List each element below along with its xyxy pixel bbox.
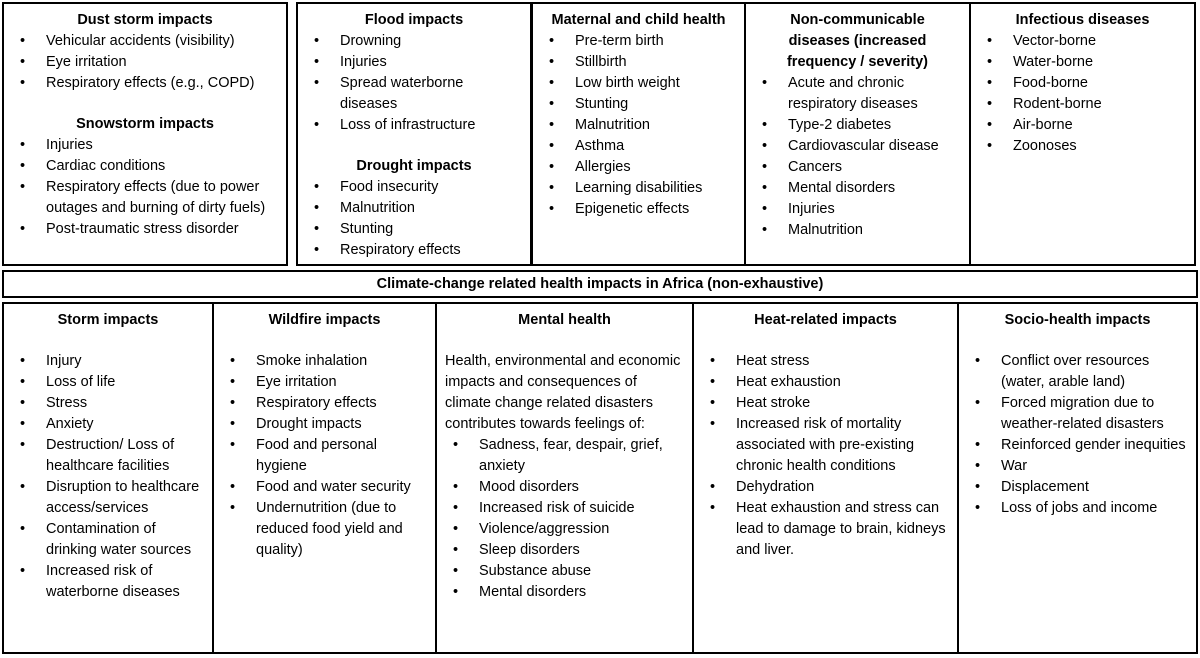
box-header: Storm impacts — [57, 312, 159, 328]
impact-item: • Stunting — [541, 94, 736, 115]
box-section-non-communicable-diseases-increased-freq — [754, 10, 961, 241]
box-header: Flood impacts — [364, 12, 464, 28]
impact-item: • Water-borne — [979, 52, 1186, 73]
impact-item: • Anxiety — [12, 414, 204, 435]
impact-item: • Increased risk of mortality associated with pre-existing chronic health conditions — [702, 414, 949, 477]
impact-item: • Stillbirth — [541, 52, 736, 73]
impact-item: • Sadness, fear, despair, grief, anxiety — [445, 435, 684, 477]
impact-item: • Injuries — [754, 199, 961, 220]
box-header: Heat-related impacts — [754, 312, 897, 328]
impact-item: • Mental disorders — [754, 178, 961, 199]
impact-box-heat-related-impacts — [692, 302, 959, 654]
impact-item: • Respiratory effects — [306, 240, 522, 261]
impact-item: • Dehydration — [702, 477, 949, 498]
impact-item: • Heat stress — [702, 351, 949, 372]
impact-item: • Rodent-borne — [979, 94, 1186, 115]
impact-item: • Cardiac conditions — [12, 156, 278, 177]
impact-item: • Drowning — [306, 31, 522, 52]
box-section-maternal-and-child-health — [541, 10, 736, 220]
impact-item: • Cardiovascular disease — [754, 136, 961, 157]
box-section-drought-impacts — [306, 156, 522, 261]
impact-box-dust-storm-impacts — [2, 2, 288, 266]
box-section-flood-impacts — [306, 10, 522, 136]
impact-item: • Destruction/ Loss of healthcare facilities — [12, 435, 204, 477]
impact-item: • Heat exhaustion and stress can lead to damage to brain, kidneys and liver. — [702, 498, 949, 561]
diagram-title: Climate-change related health impacts in Africa (non-exhaustive) — [376, 276, 824, 292]
impact-item: • Respiratory effects (e.g., COPD) — [12, 73, 278, 94]
impact-item: • Food and water security — [222, 477, 427, 498]
impact-box-mental-health — [435, 302, 694, 654]
impact-item: • Stress — [12, 393, 204, 414]
box-header: Dust storm impacts — [77, 12, 213, 28]
impact-item: • Vector-borne — [979, 31, 1186, 52]
box-section-snowstorm-impacts — [12, 114, 278, 240]
impact-box-non-communicable-diseases-increased-freq — [744, 2, 971, 266]
box-header: Wildfire impacts — [268, 312, 381, 328]
impact-list — [979, 31, 1186, 157]
impact-item: • Heat exhaustion — [702, 372, 949, 393]
impact-list — [445, 435, 684, 603]
impact-item: • Epigenetic effects — [541, 199, 736, 220]
impact-item: • Spread waterborne diseases — [306, 73, 522, 115]
impact-item: • Vehicular accidents (visibility) — [12, 31, 278, 52]
impact-box-storm-impacts — [2, 302, 214, 654]
impact-item: • Injuries — [306, 52, 522, 73]
box-section-infectious-diseases — [979, 10, 1186, 157]
impact-item: • Displacement — [967, 477, 1188, 498]
impact-item: • Type-2 diabetes — [754, 115, 961, 136]
impact-item: • Air-borne — [979, 115, 1186, 136]
impact-item: • War — [967, 456, 1188, 477]
impact-item: • Allergies — [541, 157, 736, 178]
impact-item: • Eye irritation — [222, 372, 427, 393]
impact-box-maternal-and-child-health — [531, 2, 746, 266]
impact-list — [222, 351, 427, 561]
impact-list — [702, 351, 949, 561]
impact-item: • Increased risk of waterborne diseases — [12, 561, 204, 603]
impact-item: • Cancers — [754, 157, 961, 178]
impact-item: • Respiratory effects (due to power outages and burning of dirty fuels) — [12, 177, 278, 219]
impact-item: • Drought impacts — [222, 414, 427, 435]
impact-item: • Post-traumatic stress disorder — [12, 219, 278, 240]
impact-item: • Zoonoses — [979, 136, 1186, 157]
impact-item: • Undernutrition (due to reduced food yield and quality) — [222, 498, 427, 561]
impact-item: • Heat stroke — [702, 393, 949, 414]
bottom-impact-row — [2, 302, 1198, 654]
box-header: Socio-health impacts — [1004, 312, 1151, 328]
impact-item: • Mood disorders — [445, 477, 684, 498]
impact-item: • Loss of jobs and income — [967, 498, 1188, 519]
impact-item: • Mental disorders — [445, 582, 684, 603]
impact-list — [12, 351, 204, 603]
box-header: Snowstorm impacts — [76, 116, 214, 132]
impact-item: • Reinforced gender inequities — [967, 435, 1188, 456]
mental-health-intro: Health, environmental and economic impacts and consequences of climate change related disasters contributes towards feelings of: — [445, 353, 681, 432]
impact-item: • Loss of life — [12, 372, 204, 393]
impact-box-infectious-diseases — [969, 2, 1196, 266]
impact-item: • Stunting — [306, 219, 522, 240]
impact-item: • Forced migration due to weather-related disasters — [967, 393, 1188, 435]
impact-item: • Contamination of drinking water sources — [12, 519, 204, 561]
impact-list — [967, 351, 1188, 519]
impact-list — [541, 31, 736, 220]
impact-item: • Malnutrition — [754, 220, 961, 241]
impact-item: • Respiratory effects — [222, 393, 427, 414]
impact-list — [754, 73, 961, 241]
impact-item: • Smoke inhalation — [222, 351, 427, 372]
impact-item: • Food and personal hygiene — [222, 435, 427, 477]
box-section-dust-storm-impacts — [12, 10, 278, 94]
impact-item: • Violence/aggression — [445, 519, 684, 540]
box-header: Maternal and child health — [551, 12, 726, 28]
impact-item: • Pre-term birth — [541, 31, 736, 52]
box-header: Infectious diseases — [1015, 12, 1150, 28]
impact-list — [306, 31, 522, 136]
impact-list — [12, 135, 278, 240]
box-header: Drought impacts — [356, 158, 472, 174]
impact-list — [306, 177, 522, 261]
impact-item: • Asthma — [541, 136, 736, 157]
impact-item: • Acute and chronic respiratory diseases — [754, 73, 961, 115]
impact-item: • Loss of infrastructure — [306, 115, 522, 136]
impact-item: • Injuries — [12, 135, 278, 156]
impact-item: • Eye irritation — [12, 52, 278, 73]
impact-box-wildfire-impacts — [212, 302, 437, 654]
top-impact-row — [2, 2, 1196, 266]
impact-item: • Learning disabilities — [541, 178, 736, 199]
box-header: Mental health — [518, 312, 611, 328]
impact-item: • Food-borne — [979, 73, 1186, 94]
impact-item: • Conflict over resources (water, arable land) — [967, 351, 1188, 393]
impact-box-socio-health-impacts — [957, 302, 1198, 654]
impact-item: • Malnutrition — [541, 115, 736, 136]
impact-item: • Increased risk of suicide — [445, 498, 684, 519]
diagram-title-banner — [2, 270, 1198, 298]
impact-item: • Low birth weight — [541, 73, 736, 94]
impact-item: • Injury — [12, 351, 204, 372]
impact-item: • Malnutrition — [306, 198, 522, 219]
impact-item: • Substance abuse — [445, 561, 684, 582]
box-header: Non-communicable diseases (increased frequency / severity) — [786, 12, 929, 70]
impact-item: • Disruption to healthcare access/services — [12, 477, 204, 519]
impact-list — [12, 31, 278, 94]
impact-item: • Food insecurity — [306, 177, 522, 198]
impact-box-flood-impacts — [296, 2, 532, 266]
impact-item: • Sleep disorders — [445, 540, 684, 561]
